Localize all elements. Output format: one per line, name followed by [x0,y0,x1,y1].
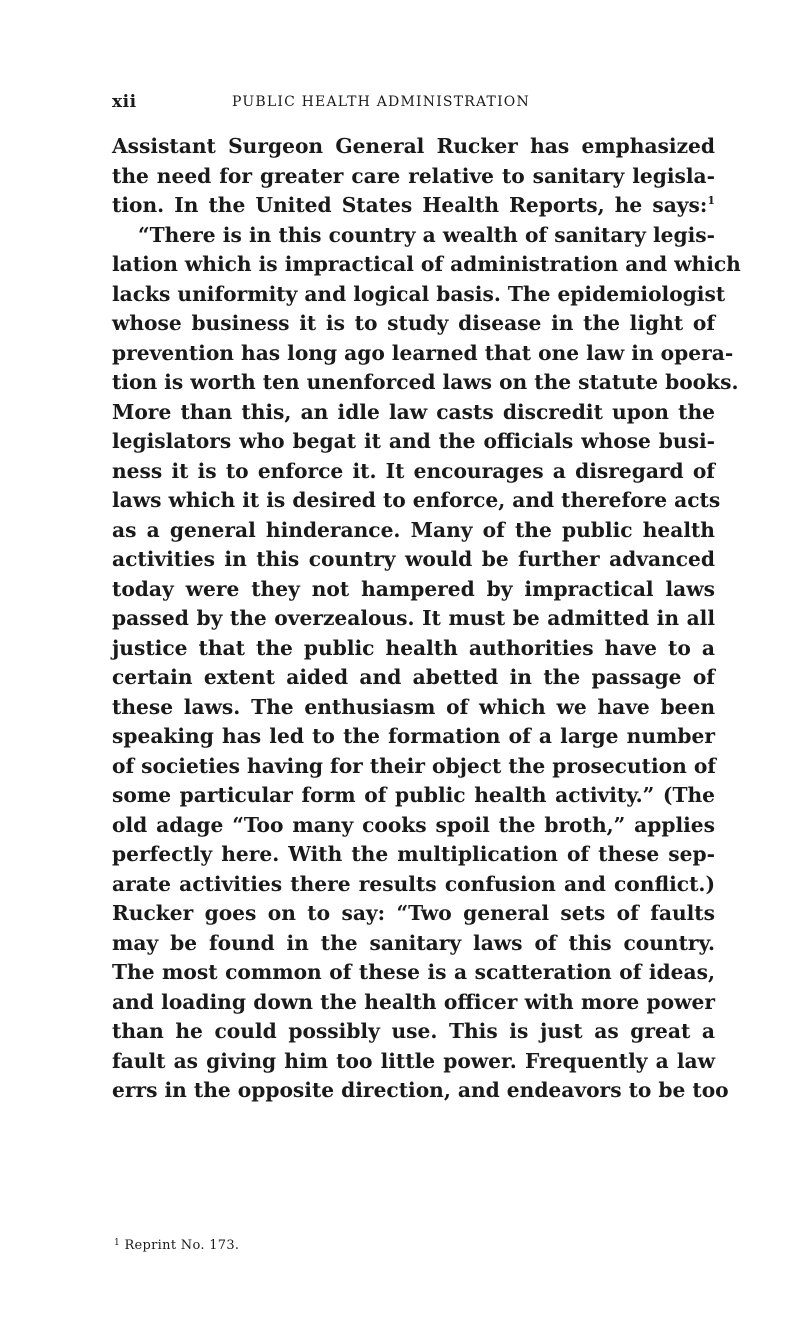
text-line: arate activities there results confusion and conflict.) [112,871,715,896]
text-line: some particular form of public health activity.” (The [112,783,715,807]
text-line: speaking has led to the formation of a large number [112,724,715,748]
text-line-with-footnote [112,191,715,221]
text-line: tion is worth ten unenforced laws on the statute books. [112,370,739,394]
text-line: The most common of these is a scatteration of ideas, [112,960,715,984]
text-line: these laws. The enthusiasm of which we have been [112,694,715,719]
page-number: xii [112,92,137,112]
text-line: lation which is impractical of administration and which [112,252,741,276]
text-line: perfectly here. With the multiplication of these sep- [112,842,715,866]
text-line: as a general hinderance. Many of the public health [112,517,715,542]
text-line: Assistant Surgeon General Rucker has emphasized [112,134,715,158]
running-head [112,92,712,114]
text-line: Rucker goes on to say: “Two general sets of faults [112,901,715,925]
text-line: errs in the opposite direction, and endeavors to be too [112,1078,729,1102]
text-line: fault as giving him too little power. Frequently a law [112,1048,715,1073]
text-line: than he could possibly use. This is just as great a [112,1019,715,1043]
text-line: today were they not hampered by impractical laws [112,576,715,601]
text-line: legislators who begat it and the officials whose busi- [112,429,715,453]
text-line: passed by the overzealous. It must be admitted in all [112,606,715,630]
footnote-marker: 1 [114,1238,121,1248]
running-head-title: PUBLIC HEALTH ADMINISTRATION [232,94,530,110]
footnote [114,1238,239,1253]
text-line: old adage “Too many cooks spoil the broth,” applies [112,812,715,837]
text-line: of societies having for their object the prosecution of [112,753,716,778]
text-line: “There is in this country a wealth of sanitary legis- [138,222,715,247]
text-line: activities in this country would be further advanced [112,547,715,571]
text-line-content: tion. In the United States Health Reports, he says: [112,193,708,217]
text-line: ness it is to enforce it. It encourages a disregard of [112,458,715,483]
text-line: justice that the public health authorities have to a [112,635,715,660]
footnote-reference: 1 [707,194,715,207]
text-line: prevention has long ago learned that one law in opera- [112,340,734,365]
text-line: whose business it is to study disease in the light of [112,311,715,335]
text-line: More than this, an idle law casts discredit upon the [112,399,715,424]
body-paragraph [112,132,741,1106]
text-line: and loading down the health officer with more power [112,989,715,1014]
text-line: may be found in the sanitary laws of this country. [112,930,715,955]
text-line: certain extent aided and abetted in the passage of [112,665,715,689]
text-line: lacks uniformity and logical basis. The epidemiologist [112,281,726,306]
footnote-text: Reprint No. 173. [124,1238,240,1253]
text-line: the need for greater care relative to sanitary legisla- [112,163,715,188]
text-line: laws which it is desired to enforce, and therefore acts [112,488,721,512]
